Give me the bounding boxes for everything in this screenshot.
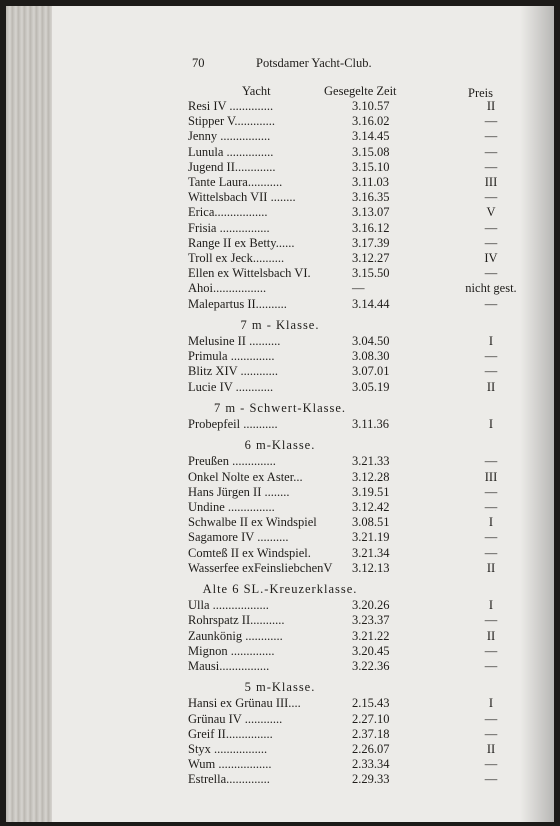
sailed-time: 3.17.39 <box>352 235 390 250</box>
yacht-name: Ulla .................. <box>188 598 269 613</box>
sailed-time: 2.15.43 <box>352 696 390 711</box>
yacht-name: Styx ................. <box>188 742 268 756</box>
yacht-name: Troll ex Jeck.......... <box>188 251 285 265</box>
result-row <box>6 236 554 250</box>
result-row <box>6 470 554 484</box>
page-number: 70 <box>192 56 205 70</box>
sailed-time: 3.11.03 <box>352 175 390 189</box>
sailed-time: 3.12.28 <box>352 469 390 484</box>
sailed-time: 3.23.37 <box>352 613 390 628</box>
yacht-name: Range II ex Betty...... <box>188 235 295 250</box>
prize: I <box>488 334 494 348</box>
sailed-time: 3.11.36 <box>352 417 390 431</box>
yacht-name: Mausi................ <box>188 659 270 673</box>
sailed-time: 3.21.19 <box>352 530 390 545</box>
yacht-name: Malepartus II.......... <box>188 296 287 311</box>
sailed-time: 3.05.19 <box>352 379 390 394</box>
result-row <box>6 613 554 627</box>
result-row <box>6 297 554 311</box>
prize: — <box>484 643 498 658</box>
prize: — <box>484 772 498 787</box>
yacht-name: Wasserfee exFeinsliebchenV <box>188 560 333 575</box>
sailed-time: 2.37.18 <box>352 726 390 741</box>
prize: — <box>484 190 498 205</box>
section-heading: 7 m - Schwert-Klasse. <box>213 400 347 415</box>
prize: — <box>484 114 498 129</box>
book-page <box>6 6 554 822</box>
yacht-name: Ahoi................. <box>188 281 267 296</box>
result-row <box>6 742 554 756</box>
yacht-name: Hansi ex Grünau III.... <box>188 696 301 711</box>
yacht-name: Lunula ............... <box>188 144 274 159</box>
result-row <box>6 454 554 468</box>
prize: II <box>486 742 496 756</box>
sailed-time: 3.22.36 <box>352 659 390 673</box>
result-row <box>6 696 554 710</box>
sailed-time: — <box>352 281 365 296</box>
result-row <box>6 598 554 612</box>
yacht-name: Wum ................. <box>188 757 272 772</box>
prize: — <box>484 296 498 311</box>
prize: — <box>484 364 498 379</box>
prize: II <box>486 560 496 575</box>
prize: — <box>484 129 498 144</box>
result-row <box>6 500 554 514</box>
prize: III <box>484 175 498 189</box>
yacht-name: Tante Laura........... <box>188 175 283 189</box>
result-row <box>6 485 554 499</box>
sailed-time: 3.16.02 <box>352 114 390 129</box>
result-row <box>6 757 554 771</box>
result-row <box>6 114 554 128</box>
yacht-name: Blitz XIV ............ <box>188 364 279 379</box>
sailed-time: 3.14.44 <box>352 296 390 311</box>
yacht-name: Resi IV .............. <box>188 99 274 113</box>
yacht-name: Frisia ................ <box>188 220 270 235</box>
yacht-name: Comteß II ex Windspiel. <box>188 545 311 560</box>
prize: — <box>484 220 498 235</box>
prize: II <box>486 628 496 643</box>
yacht-name: Zaunkönig ............ <box>188 628 283 643</box>
result-row <box>6 251 554 265</box>
sailed-time: 3.21.34 <box>352 545 390 560</box>
yacht-name: Primula .............. <box>188 349 275 364</box>
yacht-name: Wittelsbach VII ........ <box>188 190 296 205</box>
yacht-name: Undine ............... <box>188 500 275 514</box>
yacht-name: Preußen .............. <box>188 454 276 469</box>
section-heading: Alte 6 SL.-Kreuzerklasse. <box>202 582 358 596</box>
sailed-time: 2.26.07 <box>352 742 390 756</box>
yacht-name: Schwalbe II ex Windspiel <box>188 515 317 530</box>
column-header-preis: Preis <box>468 86 493 100</box>
result-row <box>6 712 554 726</box>
sailed-time: 3.12.42 <box>352 500 390 514</box>
prize: — <box>484 144 498 159</box>
result-row <box>6 515 554 529</box>
prize: — <box>484 266 498 281</box>
running-head: Potsdamer Yacht-Club. <box>256 56 372 70</box>
prize: — <box>484 659 498 673</box>
result-row <box>6 772 554 786</box>
result-row <box>6 205 554 219</box>
yacht-name: Greif II............... <box>188 726 273 741</box>
section-heading: 5 m-Klasse. <box>244 680 316 695</box>
prize: — <box>484 159 498 174</box>
sailed-time: 3.21.22 <box>352 628 390 643</box>
sailed-time: 2.27.10 <box>352 711 390 726</box>
result-row <box>6 160 554 174</box>
prize: — <box>484 235 498 250</box>
sailed-time: 3.20.26 <box>352 598 390 613</box>
sailed-time: 3.08.30 <box>352 349 390 364</box>
result-row <box>6 546 554 560</box>
yacht-name: Lucie IV ............ <box>188 379 274 394</box>
result-row <box>6 417 554 431</box>
sailed-time: 3.15.08 <box>352 144 390 159</box>
sailed-time: 3.10.57 <box>352 99 390 113</box>
prize: — <box>484 500 498 514</box>
sailed-time: 3.13.07 <box>352 205 390 220</box>
result-row <box>6 349 554 363</box>
yacht-name: Melusine II .......... <box>188 334 281 348</box>
sailed-time: 3.21.33 <box>352 454 390 469</box>
result-row <box>6 334 554 348</box>
prize: — <box>484 530 498 545</box>
yacht-name: Jugend II............. <box>188 159 276 174</box>
sailed-time: 3.16.12 <box>352 220 390 235</box>
sailed-time: 3.15.50 <box>352 266 390 281</box>
result-row <box>6 266 554 280</box>
prize: — <box>484 454 498 469</box>
prize: — <box>484 349 498 364</box>
sailed-time: 3.04.50 <box>352 334 390 348</box>
result-row <box>6 364 554 378</box>
prize: II <box>486 99 496 113</box>
prize: — <box>484 545 498 560</box>
sailed-time: 3.16.35 <box>352 190 390 205</box>
result-row <box>6 727 554 741</box>
prize: III <box>484 469 498 484</box>
prize: — <box>484 613 498 628</box>
result-row <box>6 380 554 394</box>
prize: — <box>484 711 498 726</box>
result-row <box>6 530 554 544</box>
prize: I <box>488 515 494 530</box>
prize: — <box>484 484 498 499</box>
result-row <box>6 190 554 204</box>
sailed-time: 3.08.51 <box>352 515 390 530</box>
sailed-time: 2.29.33 <box>352 772 390 787</box>
section-heading: 7 m - Klasse. <box>240 317 320 332</box>
prize: V <box>486 205 496 220</box>
sailed-time: 3.14.45 <box>352 129 390 144</box>
sailed-time: 3.20.45 <box>352 643 390 658</box>
sailed-time: 3.12.13 <box>352 560 390 575</box>
yacht-name: Erica................. <box>188 205 268 220</box>
yacht-name: Estrella.............. <box>188 772 270 787</box>
column-header-yacht: Yacht <box>242 84 271 98</box>
yacht-name: Mignon .............. <box>188 643 275 658</box>
yacht-name: Hans Jürgen II ........ <box>188 484 290 499</box>
prize: nicht gest. <box>465 281 517 296</box>
result-row <box>6 561 554 575</box>
yacht-name: Jenny ................ <box>188 129 271 144</box>
prize: I <box>488 696 494 711</box>
prize: I <box>488 417 494 431</box>
prize: — <box>484 757 498 772</box>
yacht-name: Probepfeil ........... <box>188 417 278 431</box>
result-row <box>6 175 554 189</box>
yacht-name: Onkel Nolte ex Aster... <box>188 469 303 484</box>
yacht-name: Sagamore IV .......... <box>188 530 289 545</box>
yacht-name: Stipper V............. <box>188 114 276 129</box>
result-row <box>6 281 554 295</box>
sailed-time: 3.19.51 <box>352 484 390 499</box>
section-heading: 6 m-Klasse. <box>244 438 316 453</box>
result-row <box>6 145 554 159</box>
result-row <box>6 644 554 658</box>
sailed-time: 3.12.27 <box>352 251 390 265</box>
prize: I <box>488 598 494 613</box>
yacht-name: Rohrspatz II........... <box>188 613 285 628</box>
yacht-name: Grünau IV ............ <box>188 711 283 726</box>
column-header-time: Gesegelte Zeit <box>324 84 397 98</box>
result-row <box>6 659 554 673</box>
sailed-time: 3.15.10 <box>352 159 390 174</box>
result-row <box>6 129 554 143</box>
yacht-name: Ellen ex Wittelsbach VI. <box>188 266 311 281</box>
result-row <box>6 629 554 643</box>
prize: — <box>484 726 498 741</box>
result-row <box>6 99 554 113</box>
prize: II <box>486 379 496 394</box>
sailed-time: 3.07.01 <box>352 364 390 379</box>
prize: IV <box>484 251 498 265</box>
result-row <box>6 221 554 235</box>
sailed-time: 2.33.34 <box>352 757 390 772</box>
